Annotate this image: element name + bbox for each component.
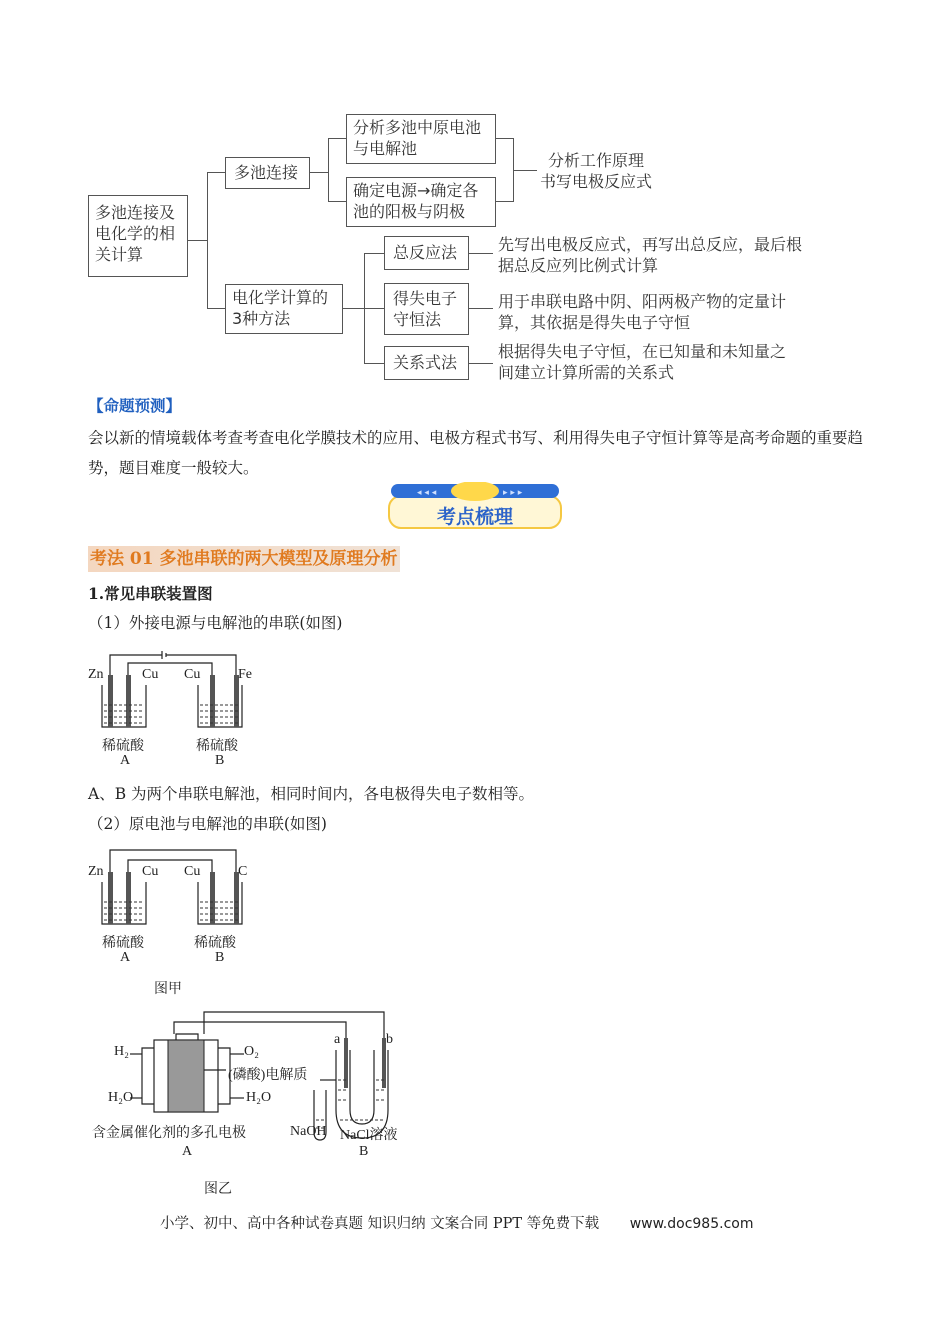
- fig2-label-b: B: [215, 950, 225, 965]
- fig1-label-b: B: [215, 753, 225, 768]
- fig1-electrode-zn: Zn: [88, 667, 104, 682]
- mindmap-method-electron: 得失电子守恒法: [384, 283, 469, 335]
- item-1-note: A、B 为两个串联电解池，相同时间内，各电极得失电子数相等。: [88, 785, 535, 803]
- fig1-electrode-cu-a: Cu: [142, 667, 159, 682]
- fig3-a: a: [334, 1032, 341, 1047]
- mindmap-method-total: 总反应法: [384, 236, 469, 270]
- fig1-label-a: A: [120, 753, 131, 768]
- prediction-heading: 【命题预测】: [88, 396, 182, 415]
- item-1: （1）外接电源与电解池的串联(如图): [88, 614, 343, 632]
- fig2-solution-a: 稀硫酸: [102, 936, 144, 951]
- prediction-text: 会以新的情境载体考查考查电化学膜技术的应用、电极方程式书写、利用得失电子守恒计算等是高考命题的重要趋势，题目难度一般较大。: [88, 429, 864, 477]
- fig2-caption: 图甲: [154, 982, 182, 997]
- fig2-electrode-zn: Zn: [88, 864, 104, 879]
- fig2-electrode-cu-b: Cu: [184, 864, 201, 879]
- fig1-solution-b: 稀硫酸: [196, 739, 238, 754]
- fig3-o2: O₂: [244, 1044, 259, 1059]
- figure-1: [88, 645, 268, 770]
- mindmap-desc-principle: 分析工作原理 书写电极反应式: [540, 151, 653, 191]
- svg-text:▸ ▸ ▸: ▸ ▸ ▸: [503, 488, 523, 498]
- fig3-electrode-desc: 含金属催化剂的多孔电极: [92, 1126, 246, 1141]
- item-2: （2）原电池与电解池的串联(如图): [88, 815, 327, 833]
- fig2-electrode-c: C: [238, 864, 248, 879]
- fig1-electrode-cu-b: Cu: [184, 667, 201, 682]
- mindmap-desc-total: 先写出电极反应式，再写出总反应，最后根据总反应列比例式计算: [498, 235, 803, 275]
- mindmap-root: 多池连接及电化学的相关计算: [88, 195, 188, 277]
- fig3-naoh: NaOH: [290, 1124, 327, 1139]
- fig1-solution-a: 稀硫酸: [102, 739, 144, 754]
- banner-title: 考点梳理: [436, 506, 513, 528]
- figure-3: [88, 1010, 418, 1200]
- footer-site[interactable]: www.doc985.com: [629, 1216, 754, 1232]
- mindmap-item-analyze: 分析多池中原电池与电解池: [346, 114, 496, 164]
- mindmap-desc-electron: 用于串联电路中阴、阳两极产物的定量计算，其依据是得失电子守恒: [498, 292, 787, 332]
- fig3-caption: 图乙: [204, 1182, 232, 1197]
- fig3-b: b: [386, 1032, 393, 1047]
- footer-text: 小学、初中、高中各种试卷真题 知识归纳 文案合同 PPT 等免费下载: [160, 1216, 600, 1232]
- mindmap-branch-multi-cell: 多池连接: [225, 157, 310, 189]
- fig2-label-a: A: [120, 950, 131, 965]
- fig3-h2o-right: H₂O: [246, 1090, 272, 1105]
- fig2-solution-b: 稀硫酸: [194, 936, 236, 951]
- section-title: 考法 01 多池串联的两大模型及原理分析: [88, 546, 400, 572]
- fig3-h2o-left: H₂O: [108, 1090, 134, 1105]
- fig3-h2: H₂: [114, 1044, 129, 1059]
- fig3-label-a: A: [182, 1144, 193, 1159]
- svg-text:◂ ◂ ◂: ◂ ◂ ◂: [417, 488, 437, 498]
- footer: [160, 1212, 753, 1233]
- fig3-nacl: NaCl溶液: [340, 1128, 398, 1143]
- section-banner: [387, 482, 563, 530]
- fig1-electrode-fe: Fe: [238, 667, 252, 682]
- fig2-electrode-cu-a: Cu: [142, 864, 159, 879]
- mindmap-branch-calc: 电化学计算的3种方法: [225, 284, 343, 334]
- mindmap-item-determine: 确定电源→确定各池的阳极与阴极: [346, 177, 496, 227]
- subsection-title: 1.常见串联装置图: [88, 584, 213, 603]
- figure-2: [88, 842, 268, 997]
- mindmap-method-relation: 关系式法: [384, 346, 469, 380]
- fig3-electrolyte: (磷酸)电解质: [228, 1068, 308, 1083]
- mindmap-desc-relation: 根据得失电子守恒，在已知量和未知量之间建立计算所需的关系式: [498, 342, 787, 382]
- fig3-label-b: B: [359, 1144, 369, 1159]
